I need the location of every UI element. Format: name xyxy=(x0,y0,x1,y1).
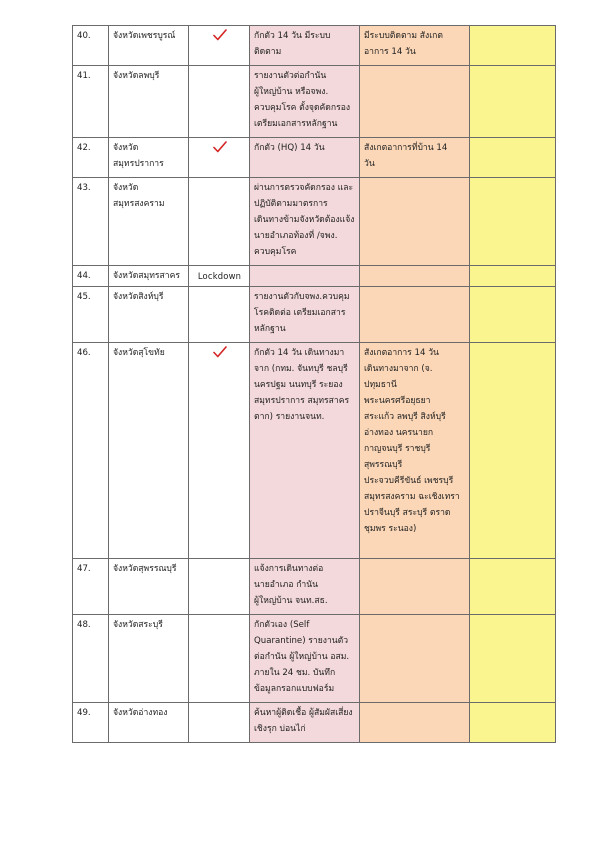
measure-cell xyxy=(250,138,360,178)
province-name-cell-text: จังหวัดสุโขทัย xyxy=(113,348,165,358)
measure-cell xyxy=(250,343,360,559)
extra-cell xyxy=(470,66,556,138)
row-number-cell-text: 40. xyxy=(77,31,91,41)
row-number-cell xyxy=(73,26,109,66)
status-label: Lockdown xyxy=(197,271,242,281)
row-number-cell xyxy=(73,178,109,266)
row-number-cell xyxy=(73,266,109,287)
row-number-cell xyxy=(73,66,109,138)
observation-cell xyxy=(360,559,470,615)
row-number-cell-text: 41. xyxy=(77,71,91,81)
row-number-cell-text: 46. xyxy=(77,348,91,358)
province-name-cell-text: จังหวัดสมุทรสาคร xyxy=(113,271,180,281)
province-name-cell-text: จังหวัดสุพรรณบุรี xyxy=(113,564,177,574)
status-cell xyxy=(189,703,250,743)
province-name-cell-text: จังหวัด สมุทรสงคราม xyxy=(113,183,165,209)
province-name-cell xyxy=(109,266,189,287)
extra-cell xyxy=(470,703,556,743)
row-number-cell-text: 48. xyxy=(77,620,91,630)
extra-cell xyxy=(470,26,556,66)
row-number-cell xyxy=(73,615,109,703)
province-name-cell-text: จังหวัดลพบุรี xyxy=(113,71,160,81)
measure-cell xyxy=(250,266,360,287)
observation-cell xyxy=(360,138,470,178)
table-row xyxy=(73,287,556,343)
measure-cell-text: ผ่านการตรวจคัดกรอง และ ปฏิบัติตามมาตรการ เดินทางข้ามจังหวัดต้องแจ้ง นายอำเภอท้องที่ /จพง. ควบคุมโรค xyxy=(254,183,355,257)
table-row xyxy=(73,343,556,559)
extra-cell xyxy=(470,138,556,178)
observation-cell xyxy=(360,26,470,66)
province-name-cell xyxy=(109,559,189,615)
status-cell xyxy=(189,138,250,178)
observation-cell xyxy=(360,66,470,138)
row-number-cell xyxy=(73,138,109,178)
table-body xyxy=(73,26,556,743)
measure-cell xyxy=(250,703,360,743)
measure-cell xyxy=(250,26,360,66)
status-cell xyxy=(189,559,250,615)
province-name-cell-text: จังหวัดอ่างทอง xyxy=(113,708,168,718)
row-number-cell xyxy=(73,559,109,615)
extra-cell xyxy=(470,266,556,287)
province-name-cell xyxy=(109,138,189,178)
province-name-cell-text: จังหวัดเพชรบูรณ์ xyxy=(113,31,176,41)
observation-cell xyxy=(360,703,470,743)
table-row xyxy=(73,178,556,266)
measure-cell-text: กักตัวเอง (Self Quarantine) รายงานตัว ต่อกำนัน ผู้ใหญ่บ้าน อสม. ภายใน 24 ชม. บันทึก ข้อมูลกรอกแบบฟอร์ม xyxy=(254,620,350,694)
status-cell xyxy=(189,266,250,287)
measure-cell xyxy=(250,615,360,703)
table-row xyxy=(73,615,556,703)
measure-cell xyxy=(250,178,360,266)
row-number-cell xyxy=(73,343,109,559)
checkmark-icon xyxy=(213,29,227,41)
province-name-cell xyxy=(109,26,189,66)
province-measures-table xyxy=(72,25,556,743)
checkmark-icon xyxy=(213,346,227,358)
extra-cell xyxy=(470,615,556,703)
checkmark-icon xyxy=(213,141,227,153)
measure-cell-text: กักตัว 14 วัน เดินทางมา จาก (กทม. จันทบุรี ชลบุรี นครปฐม นนทบุรี ระยอง สมุทรปราการ สมุทรสาคร ตาก) รายงานจนท. xyxy=(254,348,350,422)
observation-cell xyxy=(360,287,470,343)
table-row xyxy=(73,138,556,178)
table-row xyxy=(73,26,556,66)
row-number-cell xyxy=(73,287,109,343)
province-name-cell-text: จังหวัดสระบุรี xyxy=(113,620,163,630)
observation-cell-text: มีระบบติดตาม สังเกต อาการ 14 วัน xyxy=(364,31,443,57)
table-row xyxy=(73,559,556,615)
status-cell xyxy=(189,615,250,703)
province-name-cell xyxy=(109,343,189,559)
province-name-cell xyxy=(109,703,189,743)
row-number-cell-text: 44. xyxy=(77,271,91,281)
measure-cell xyxy=(250,287,360,343)
observation-cell-text: สังเกตอาการที่บ้าน 14 วัน xyxy=(364,143,448,169)
measure-cell-text: รายงานตัวกับจพง.ควบคุม โรคติดต่อ เตรียมเอกสาร หลักฐาน xyxy=(254,292,350,334)
province-name-cell xyxy=(109,287,189,343)
row-number-cell-text: 45. xyxy=(77,292,91,302)
observation-cell-text: สังเกตอาการ 14 วัน เดินทางมาจาก (จ. ปทุมธานี พระนครศรีอยุธยา สระแก้ว ลพบุรี สิงห์บุรี อ่างทอง นครนายก กาญจนบุรี ราชบุรี สุพรรณบุรี ประจวบคีรีขันธ์ เพชรบุรี สมุทรสงคราม ฉะเชิงเทรา ปราจีนบุรี สระบุรี ตราด ชุมพร ระนอง) xyxy=(364,348,460,534)
status-cell xyxy=(189,287,250,343)
measure-cell-text: รายงานตัวต่อกำนัน ผู้ใหญ่บ้าน หรือจพง. ควบคุมโรค ตั้งจุดคัดกรอง เตรียมเอกสารหลักฐาน xyxy=(254,71,351,129)
table-row xyxy=(73,703,556,743)
measure-cell-text: ค้นหาผู้ติดเชื้อ ผู้สัมผัสเสี่ยง เชิงรุก บ่อนไก่ xyxy=(254,708,353,734)
province-name-cell xyxy=(109,615,189,703)
extra-cell xyxy=(470,343,556,559)
row-number-cell-text: 42. xyxy=(77,143,91,153)
row-number-cell xyxy=(73,703,109,743)
province-name-cell-text: จังหวัด สมุทรปราการ xyxy=(113,143,164,169)
status-cell xyxy=(189,178,250,266)
extra-cell xyxy=(470,287,556,343)
province-name-cell xyxy=(109,178,189,266)
measure-cell-text: กักตัว (HQ) 14 วัน xyxy=(254,143,325,153)
status-cell xyxy=(189,343,250,559)
status-cell xyxy=(189,26,250,66)
measure-cell xyxy=(250,559,360,615)
status-cell xyxy=(189,66,250,138)
table-row xyxy=(73,266,556,287)
extra-cell xyxy=(470,178,556,266)
observation-cell xyxy=(360,266,470,287)
province-name-cell-text: จังหวัดสิงห์บุรี xyxy=(113,292,164,302)
observation-cell xyxy=(360,615,470,703)
extra-cell xyxy=(470,559,556,615)
province-name-cell xyxy=(109,66,189,138)
observation-cell xyxy=(360,343,470,559)
row-number-cell-text: 43. xyxy=(77,183,91,193)
row-number-cell-text: 47. xyxy=(77,564,91,574)
measure-cell-text: แจ้งการเดินทางต่อ นายอำเภอ กำนัน ผู้ใหญ่บ้าน จนท.สธ. xyxy=(254,564,328,606)
observation-cell xyxy=(360,178,470,266)
measure-cell-text: กักตัว 14 วัน มีระบบ ติดตาม xyxy=(254,31,331,57)
measure-cell xyxy=(250,66,360,138)
row-number-cell-text: 49. xyxy=(77,708,91,718)
table-row xyxy=(73,66,556,138)
